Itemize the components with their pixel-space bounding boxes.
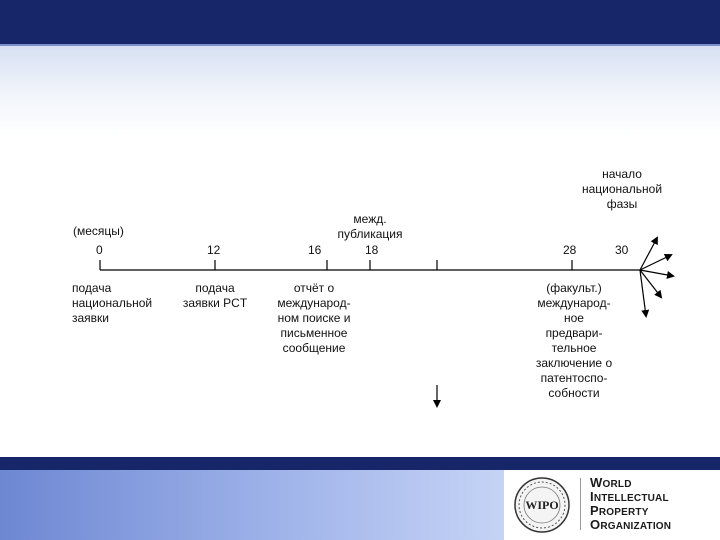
fan-arrow	[640, 270, 673, 276]
tick-label-12: 12	[207, 243, 221, 257]
tick-label-30: 30	[615, 243, 629, 257]
months-label: (месяцы)	[73, 224, 124, 238]
pct-filing-label: подача заявки PCT	[182, 281, 248, 310]
footer-stripe	[0, 457, 720, 470]
tick-label-18: 18	[365, 243, 379, 257]
national-phase-arrows	[640, 238, 673, 316]
tick-label-16: 16	[308, 243, 322, 257]
footer-divider	[580, 478, 581, 530]
org-name-line-3: PROPERTY	[590, 503, 649, 518]
wipo-org-name	[590, 477, 671, 533]
tick-label-0: 0	[96, 243, 103, 257]
preliminary-exam-label: (факульт.) международ- ное предвари- тельное заключение о патентоспо- собности	[535, 281, 613, 400]
org-name-line-4: ORGANIZATION	[590, 517, 672, 532]
tick-label-28: 28	[563, 243, 577, 257]
national-phase-label: начало национальной фазы	[581, 167, 663, 211]
publication-label: межд. публикация	[337, 212, 403, 241]
org-name-line-2: INTELLECTUAL	[590, 489, 669, 504]
national-filing-label: подача национальной заявки	[72, 281, 153, 325]
org-name-line-1: WORLD	[590, 475, 632, 490]
emblem-text: WIPO	[525, 498, 559, 512]
search-report-label: отчёт о международ- ном поиске и письменное сообщение	[277, 281, 351, 355]
wipo-emblem	[511, 470, 573, 540]
fan-arrow	[640, 238, 657, 270]
footer-gradient	[0, 470, 504, 540]
